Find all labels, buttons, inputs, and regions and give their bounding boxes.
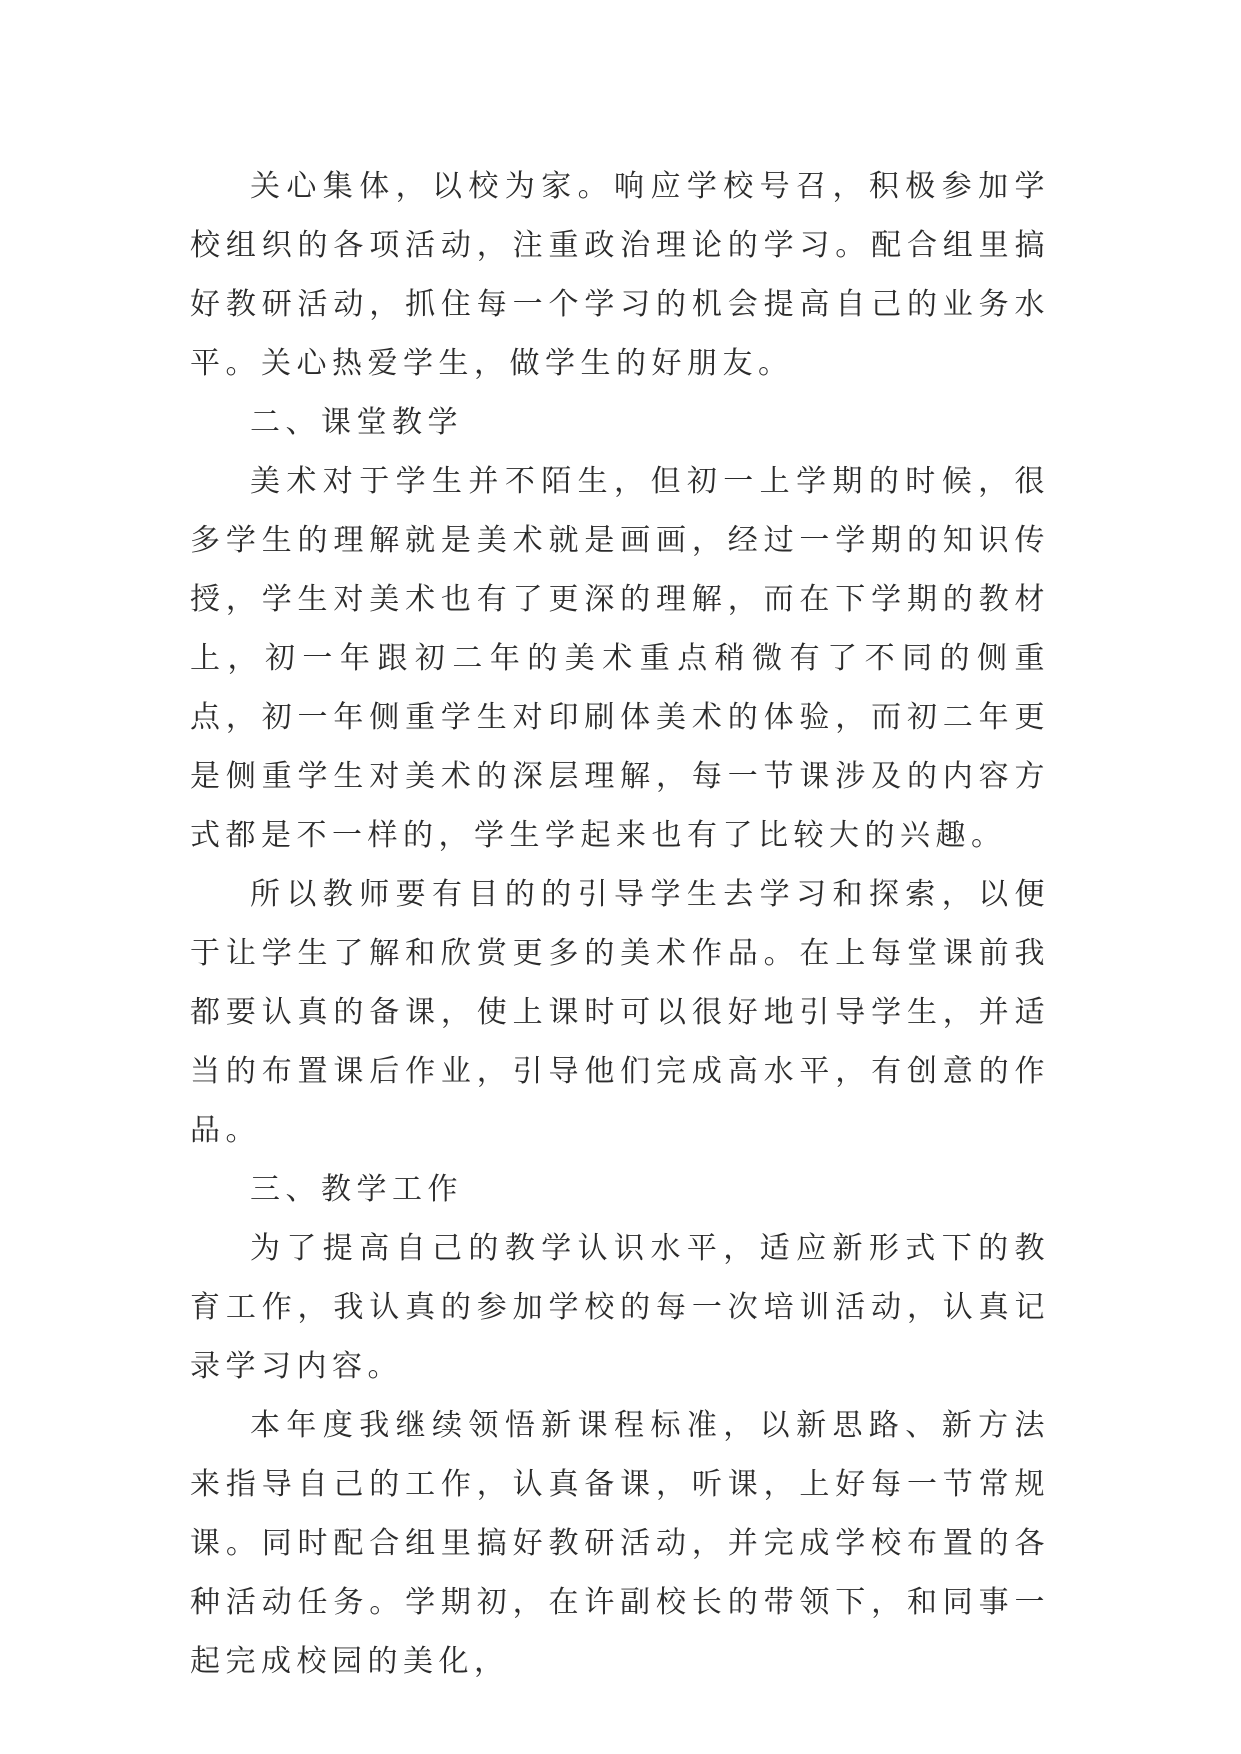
section-heading-teaching-work: 三、教学工作 bbox=[250, 1172, 463, 1207]
paragraph-art-understanding: 美术对于学生并不陌生，但初一上学期的时候，很多学生的理解就是美术就是画画，经过一学期的知识传授，学生对美术也有了更深的理解，而在下学期的教材上，初一年跟初二年的美术重点稍微有了不同的侧重点，初一年侧重学生对印刷体美术的体验，而初二年更是侧重学生对美术的深层理解，每一节课涉及的内容方式都是不一样的，学生学起来也有了比较大的兴趣。 bbox=[190, 464, 1050, 853]
paragraph-collective: 关心集体，以校为家。响应学校号召，积极参加学校组织的各项活动，注重政治理论的学习。配合组里搞好教研活动，抓住每一个学习的机会提高自己的业务水平。关心热爱学生，做学生的好朋友。 bbox=[190, 169, 1050, 381]
paragraph-teacher-guidance: 所以教师要有目的的引导学生去学习和探索，以便于让学生了解和欣赏更多的美术作品。在上每堂课前我都要认真的备课，使上课时可以很好地引导学生，并适当的布置课后作业，引导他们完成高水平，有创意的作品。 bbox=[190, 877, 1050, 1148]
document-body bbox=[190, 157, 1050, 1691]
paragraph-new-curriculum: 本年度我继续领悟新课程标准，以新思路、新方法来指导自己的工作，认真备课，听课，上好每一节常规课。同时配合组里搞好教研活动，并完成学校布置的各种活动任务。学期初，在许副校长的带领下，和同事一起完成校园的美化， bbox=[190, 1408, 1050, 1679]
paragraph-training: 为了提高自己的教学认识水平，适应新形式下的教育工作，我认真的参加学校的每一次培训活动，认真记录学习内容。 bbox=[190, 1231, 1050, 1384]
section-heading-classroom-teaching: 二、课堂教学 bbox=[250, 405, 463, 440]
